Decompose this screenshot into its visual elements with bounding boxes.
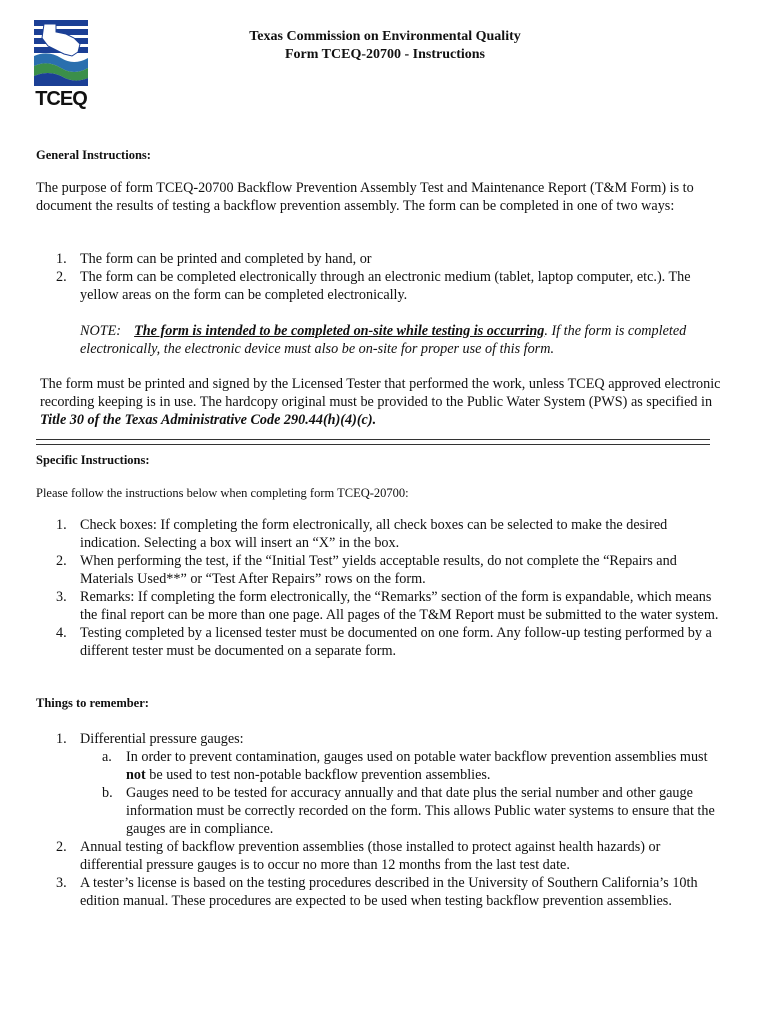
list-number: 2. [56,839,67,855]
list-text: Annual testing of backflow prevention assemblies (those installed to protect against health hazards) or differential pressure gauges is to occur no more than 12 months from the last test date. [80,839,661,873]
sub-list-text: In order to prevent contamination, gauges used on potable water backflow prevention assemblies must [126,749,708,765]
code-citation: Title 30 of the Texas Administrative Code 290.44(h)(4)(c). [40,412,377,428]
list-item [36,588,726,624]
specific-intro: Please follow the instructions below when completing form TCEQ-20700: [36,486,409,500]
list-number: 1. [56,251,67,267]
sub-list-text: Gauges need to be tested for accuracy annually and that date plus the serial number and other gauge information must be correctly recorded on the form. This allows Public water systems to ensure that the gauges are in compliance. [126,785,715,837]
list-text: Check boxes: If completing the form electronically, all check boxes can be selected to make the desired indication. Selecting a box will insert an “X” in the box. [80,517,668,551]
general-intro: The purpose of form TCEQ-20700 Backflow Prevention Assembly Test and Maintenance Report (T&M Form) is to document the results of testing a backflow prevention assembly. The form can be completed in one of two ways: [36,180,694,214]
list-item [36,516,726,552]
list-item [36,874,726,910]
sub-list [80,748,726,838]
sub-list-item [80,748,726,784]
list-number: 2. [56,553,67,569]
note [80,322,730,358]
sub-list-letter: a. [102,749,112,765]
list-text: Remarks: If completing the form electronically, the “Remarks” section of the form is expandable, which means the final report can be more than one page. All pages of the T&M Report must be submitted to the water system. [80,589,719,623]
general-paragraph-2 [40,375,730,429]
emphasis-not: not [126,767,146,783]
note-label: NOTE: [80,323,121,339]
note-emphasis: The form is intended to be completed on-site while testing is occurring [134,323,545,339]
list-text: When performing the test, if the “Initial Test” yields acceptable results, do not complete the “Repairs and Materials Used**” or “Test After Repairs” rows on the form. [80,553,677,587]
sub-list-letter: b. [102,785,113,801]
remember-list [36,730,726,910]
general-list [36,250,726,304]
paragraph-text: The form must be printed and signed by the Licensed Tester that performed the work, unless TCEQ approved electronic recording keeping is in use. The hardcopy original must be provided to the Public Water System (PWS) as specified in [40,376,721,410]
list-item [36,552,726,588]
list-item [36,268,726,304]
list-number: 1. [56,517,67,533]
page-title [0,28,770,64]
list-number: 3. [56,589,67,605]
note-text: . If the form is completed electronically, the electronic device must also be on-site for proper use of this form. [80,323,687,357]
specific-heading: Specific Instructions: [36,453,150,467]
logo-wordmark: TCEQ [35,88,87,110]
list-item [36,838,726,874]
list-text: Testing completed by a licensed tester must be documented on one form. Any follow-up testing performed by a different tester must be documented on a separate form. [80,625,712,659]
section-divider [36,439,710,445]
list-text: Differential pressure gauges: [80,731,244,747]
list-item [36,730,726,838]
specific-list [36,516,726,660]
list-item [36,624,726,660]
list-text: The form can be completed electronically through an electronic medium (tablet, laptop computer, etc.). The yellow areas on the form can be completed electronically. [80,269,691,303]
remember-heading: Things to remember: [36,696,149,710]
list-number: 3. [56,875,67,891]
sub-list-text-cont: be used to test non-potable backflow prevention assemblies. [145,767,491,783]
list-number: 1. [56,731,67,747]
list-item [36,250,726,268]
list-text: The form can be printed and completed by hand, or [80,251,372,267]
sub-list-item [80,784,726,838]
list-number: 4. [56,625,67,641]
list-number: 2. [56,269,67,285]
title-line-1: Texas Commission on Environmental Quality [249,29,521,44]
list-text: A tester’s license is based on the testing procedures described in the University of Southern California’s 10th edition manual. These procedures are expected to be used when testing backflow prevention assemblies. [80,875,698,909]
general-heading: General Instructions: [36,148,151,162]
title-line-2: Form TCEQ-20700 - Instructions [284,47,486,62]
